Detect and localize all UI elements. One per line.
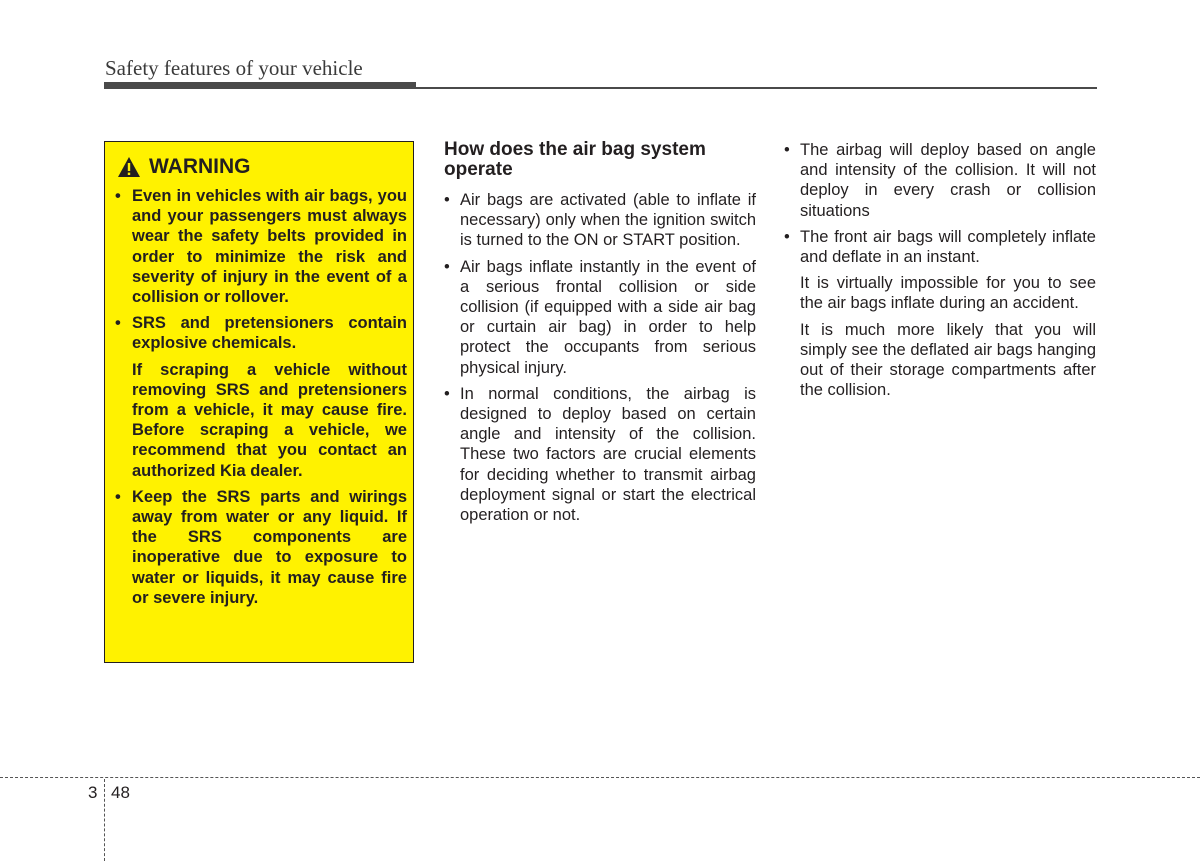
footer-rule bbox=[0, 777, 1200, 778]
page-header-title: Safety features of your vehicle bbox=[105, 56, 363, 80]
warning-item bbox=[115, 186, 407, 307]
warning-item-text: Even in vehicles with air bags, you and your passengers must always wear the safety belts provided in order to minimize the risk and severity of injury in the event of a collision or rollover. bbox=[132, 187, 407, 307]
warning-item bbox=[115, 313, 407, 481]
list-item-subtext: It is virtually impossible for you to see the air bags inflate during an accident. bbox=[800, 274, 1096, 313]
bullet: • bbox=[444, 257, 450, 276]
list-item bbox=[444, 190, 756, 251]
bullet: • bbox=[115, 314, 121, 333]
list-item-text: In normal conditions, the airbag is designed to deploy based on certain angle and intensity of the collision. These two factors are crucial elements for deciding whether to transmit airbag deployment signal or start the electrical operation or not. bbox=[460, 384, 756, 525]
middle-column bbox=[444, 140, 756, 531]
list-item bbox=[444, 384, 756, 525]
header-rule-thick bbox=[104, 82, 416, 89]
bullet: • bbox=[444, 191, 450, 209]
bullet: • bbox=[784, 227, 790, 246]
list-item bbox=[784, 140, 1096, 221]
warning-title: WARNING bbox=[149, 155, 251, 178]
warning-item-text: SRS and pretensioners contain explosive chemicals. bbox=[132, 314, 407, 353]
warning-header bbox=[117, 155, 251, 179]
list-item-text: Air bags inflate instantly in the event of a serious frontal collision or side collision (if equipped with a side air bag or curtain air bag) in order to help protect the occupants from serious physical injury. bbox=[460, 257, 756, 377]
bullet: • bbox=[444, 384, 450, 403]
warning-box bbox=[104, 141, 414, 663]
page-number: 48 bbox=[111, 783, 130, 802]
list-item-text: The front air bags will completely inflate and deflate in an instant. bbox=[800, 227, 1096, 267]
section-heading: How does the air bag system operate bbox=[444, 139, 706, 180]
bullet: • bbox=[115, 187, 121, 205]
bullet: • bbox=[115, 487, 121, 506]
warning-item-subtext: If scraping a vehicle without removing SRS and pretensioners from a vehicle, it may cause fire. Before scraping a vehicle, we recommend that you contact an authorized Kia dealer. bbox=[132, 360, 407, 480]
list-item-text: Air bags are activated (able to inflate if necessary) only when the ignition switch is turned to the ON or START position. bbox=[460, 191, 756, 250]
list-item-subtext: It is much more likely that you will simply see the deflated air bags hanging out of their storage compartments after the collision. bbox=[800, 320, 1096, 400]
header-rule-thin bbox=[416, 87, 1097, 89]
list-item bbox=[784, 227, 1096, 401]
warning-list bbox=[115, 186, 407, 614]
chapter-number: 3 bbox=[88, 783, 98, 802]
list-item bbox=[444, 257, 756, 378]
warning-triangle-icon bbox=[117, 156, 141, 178]
footer-vertical-rule bbox=[104, 779, 105, 861]
list-item-text: The airbag will deploy based on angle and intensity of the collision. It will not deploy in every crash or collision situations bbox=[800, 141, 1096, 220]
bullet: • bbox=[784, 141, 790, 159]
warning-item-text: Keep the SRS parts and wirings away from water or any liquid. If the SRS components are inoperative due to exposure to water or liquids, it may cause fire or severe injury. bbox=[132, 487, 407, 607]
right-column bbox=[784, 140, 1096, 406]
warning-item bbox=[115, 487, 407, 608]
